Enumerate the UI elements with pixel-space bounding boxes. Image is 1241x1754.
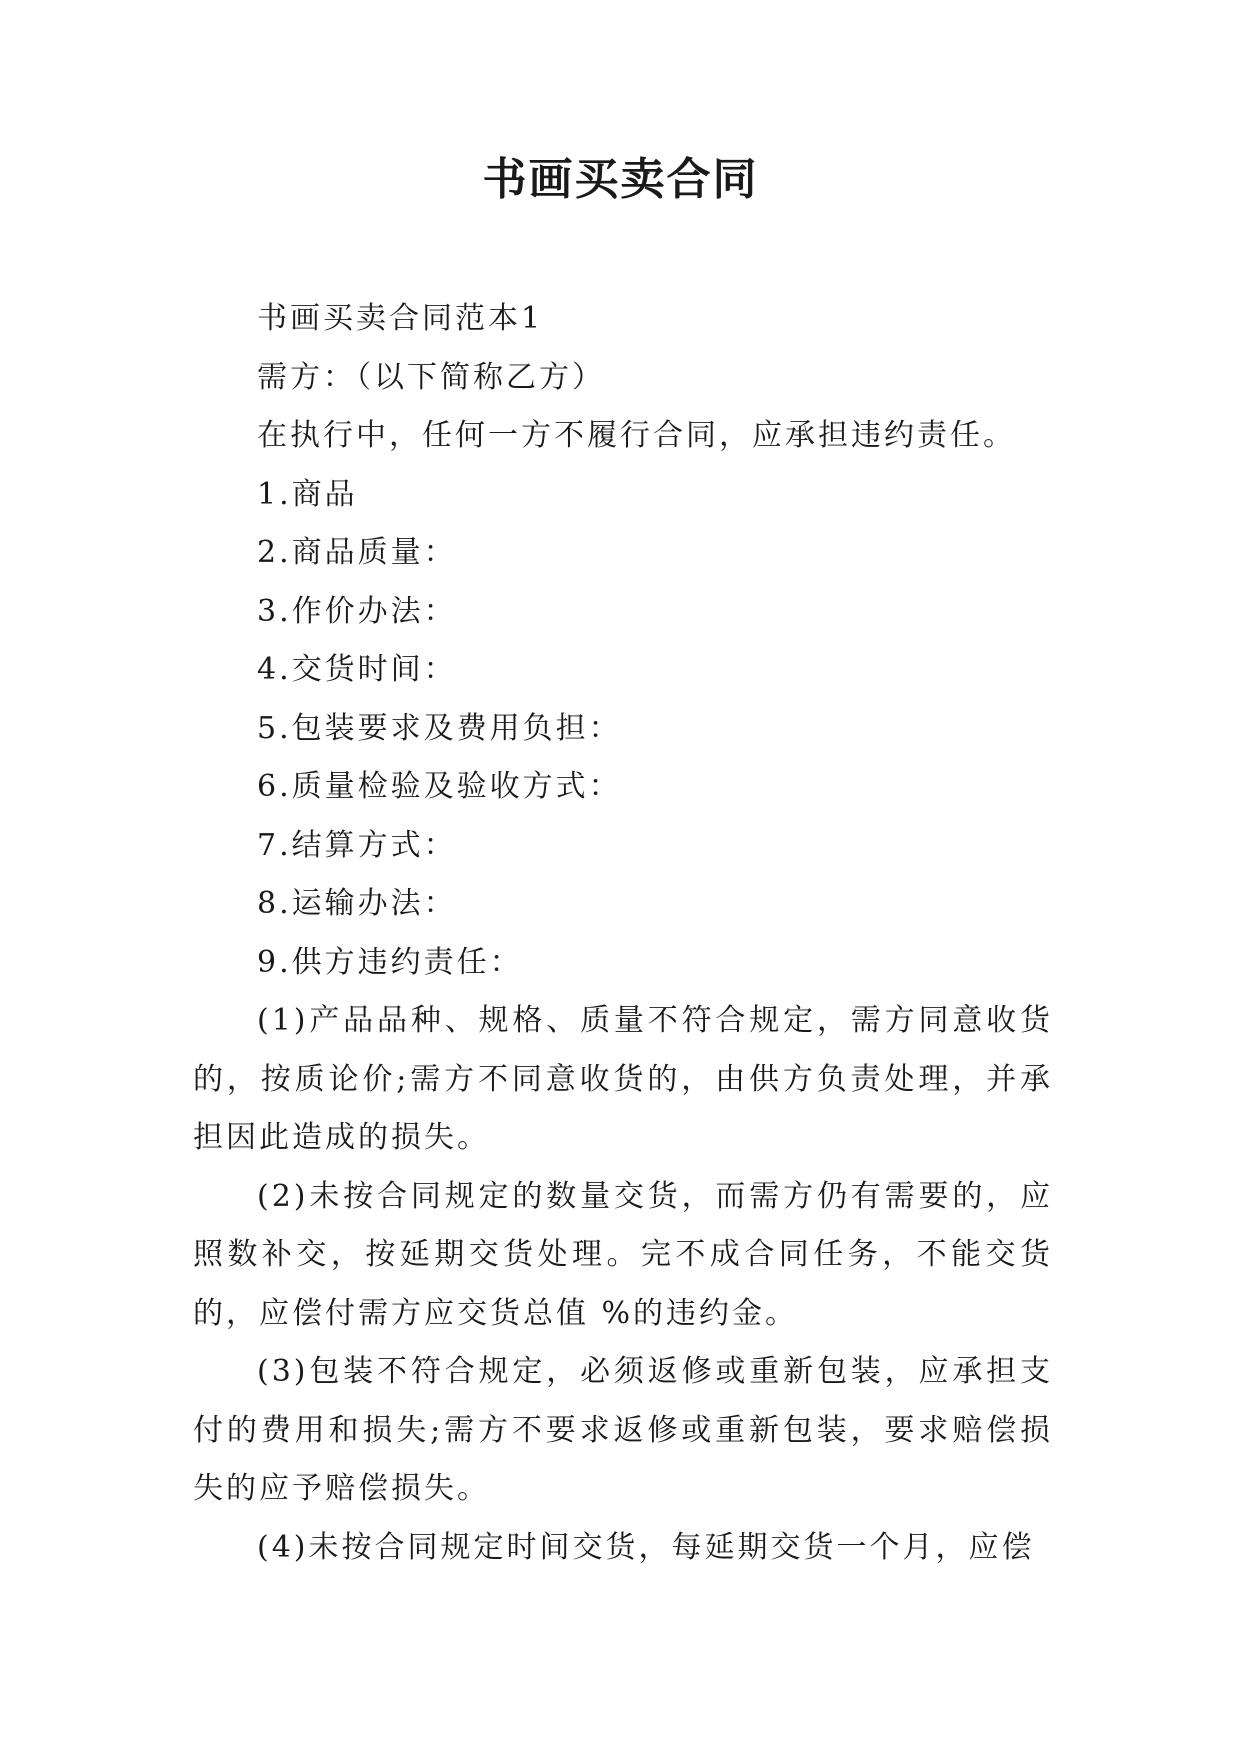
paragraph-buyer: 需方：（以下简称乙方） (257, 359, 605, 395)
clause-item-9: 9.供方违约责任： (257, 944, 523, 980)
clause-item-7: 7.结算方式： (257, 827, 457, 863)
clause-item-6: 6.质量检验及验收方式： (257, 769, 622, 804)
clause-item-4: 4.交货时间： (257, 652, 457, 687)
sub-clause-3: (3)包装不符合规定，必须返修或重新包装，应承担支付的费用和损失;需方不要求返修或重新包装，要求赔偿损失的应予赔偿损失。 (193, 1354, 1053, 1506)
sub-clause-4: (4)未按合同规定时间交货，每延期交货一个月，应偿 (257, 1529, 1035, 1565)
sub-clause-1: (1)产品品种、规格、质量不符合规定，需方同意收货的，按质论价;需方不同意收货的，由供方负责处理，并承担因此造成的损失。 (193, 1003, 1053, 1155)
clause-item-5: 5.包装要求及费用负担： (257, 710, 622, 746)
clause-item-2: 2.商品质量： (257, 535, 457, 570)
paragraph-breach-clause: 在执行中，任何一方不履行合同，应承担违约责任。 (257, 418, 1016, 453)
clause-item-8: 8.运输办法： (257, 886, 457, 921)
document-title: 书画买卖合同 (482, 154, 759, 205)
document-body (193, 290, 1053, 1577)
paragraph-template-heading: 书画买卖合同范本1 (257, 301, 544, 336)
clause-item-1: 1.商品 (257, 476, 358, 512)
sub-clause-2: (2)未按合同规定的数量交货，而需方仍有需要的，应照数补交，按延期交货处理。完不成合同任务，不能交货的，应偿付需方应交货总值 %的违约金。 (193, 1178, 1053, 1331)
clause-item-3: 3.作价办法： (257, 593, 457, 629)
